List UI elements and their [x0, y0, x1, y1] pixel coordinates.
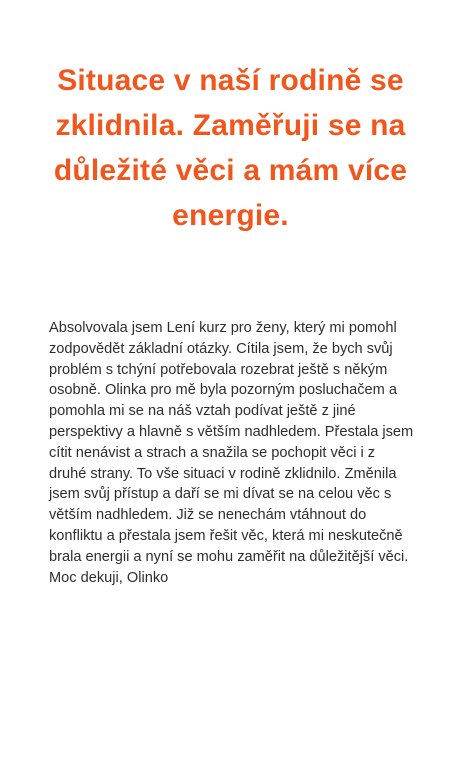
testimonial-headline: Situace v naší rodině se zklidnila. Zaměřuji se na důležité věci a mám více energie.: [53, 64, 408, 232]
testimonial-text: Absolvovala jsem Lení kurz pro ženy, který mi pomohl zodpovědět základní otázky. Cítila jsem, že bych svůj problém s tchýní potřebovala rozebrat ještě s někým osobně. Olinka pro mě byla pozorným posluchačem a pomohla mi se na náš vztah podívat ještě z jiné perspektivy a hlavně s větším nadhledem. Přestala jsem cítit nenávist a strach a snažila se pochopit věci i z druhé strany. To vše situaci v rodině zklidnilo. Změnila jsem svůj přístup a daří se mi dívat se na celou věc s větším nadhledem. Již se nenechám vtáhnout do konfliktu a přestala jsem řešit věc, která mi neskutečně brala energii a nyní se mohu zaměřit na důležitější věci. Moc dekuji, Olinko: [49, 320, 414, 586]
